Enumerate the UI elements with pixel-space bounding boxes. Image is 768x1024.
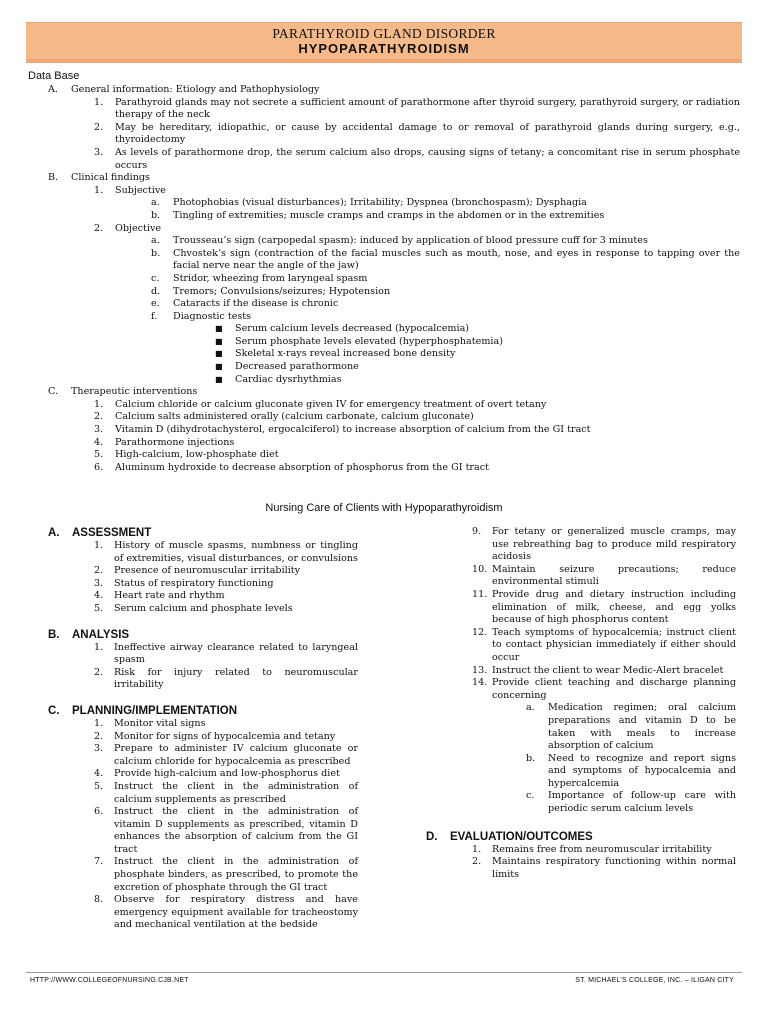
analysis-heading — [48, 628, 358, 642]
item-number: 1. — [94, 184, 104, 196]
item-text: Instruct the client in the administration of phosphate binders, as prescribed, to promote the excretion of phosphate through the GI tract — [114, 856, 358, 893]
item-text: Monitor vital signs — [114, 717, 206, 729]
item-number: 8. — [94, 894, 104, 906]
item-text: Diagnostic tests — [173, 310, 252, 322]
list-item — [28, 437, 740, 450]
document-subtitle: HYPOPARATHYROIDISM — [298, 41, 470, 56]
list-item — [48, 540, 358, 565]
item-text: Heart rate and rhythm — [114, 590, 225, 602]
section-c-heading — [28, 386, 740, 399]
item-text: Prepare to administer IV calcium gluconate or calcium chloride for hypocalcemia as prescribed — [114, 743, 358, 767]
item-number: 13. — [472, 664, 488, 676]
evaluation-heading — [426, 830, 736, 844]
item-number: 3. — [94, 146, 104, 158]
bullet-item — [28, 348, 740, 361]
item-number: C. — [48, 386, 59, 398]
bullet-item — [28, 374, 740, 387]
item-number: 11. — [472, 588, 488, 600]
list-item — [28, 449, 740, 462]
item-number: 2. — [94, 730, 104, 742]
item-text: Chvostek’s sign (contraction of the facial muscles such as mouth, nose, and eyes in response to tapping over the facial nerve near the angle of the jaw) — [173, 247, 740, 272]
list-item — [426, 564, 736, 589]
square-bullet-icon: ■ — [215, 349, 223, 359]
subsection-objective — [28, 223, 740, 236]
item-text: Status of respiratory functioning — [114, 577, 274, 589]
item-number: 4. — [94, 768, 104, 780]
item-number: f. — [151, 310, 158, 322]
item-text: Serum phosphate levels elevated (hyperphosphatemia) — [235, 335, 503, 347]
item-number: 1. — [94, 96, 104, 108]
list-item — [28, 97, 740, 122]
list-item — [28, 399, 740, 412]
item-text: Instruct the client to wear Medic-Alert bracelet — [492, 664, 724, 676]
item-text: Observe for respiratory distress and have emergency equipment available for tracheostomy and mechanical ventilation at the bedside — [114, 894, 358, 931]
item-text: Maintain seizure precautions; reduce environmental stimuli — [492, 563, 736, 588]
item-number: b. — [151, 209, 161, 221]
list-item — [48, 731, 358, 744]
item-number: b. — [151, 247, 161, 259]
list-item — [48, 565, 358, 578]
item-text: ASSESSMENT — [72, 527, 152, 539]
list-item — [48, 590, 358, 603]
item-text: Cardiac dysrhythmias — [235, 373, 342, 385]
item-number: 10. — [472, 563, 488, 575]
list-item — [28, 197, 740, 210]
item-number: 9. — [472, 526, 482, 537]
item-text: Provide drug and dietary instruction including elimination of milk, cheese, and egg yolks because of high phosphorus content — [492, 588, 736, 626]
item-number: d. — [151, 285, 161, 297]
item-text: Risk for injury related to neuromuscular irritability — [114, 666, 358, 691]
list-item — [426, 856, 736, 881]
item-text: Clinical findings — [71, 172, 150, 184]
item-text: As levels of parathormone drop, the serum calcium also drops, causing signs of tetany; a concomitant rise in serum phosphate occurs — [115, 146, 740, 171]
list-item — [426, 677, 736, 702]
item-text: Calcium salts administered orally (calcium carbonate, calcium gluconate) — [115, 411, 474, 423]
item-number: 7. — [94, 856, 104, 868]
item-number: 12. — [472, 626, 488, 638]
list-item — [426, 526, 736, 564]
item-number: 4. — [94, 590, 104, 602]
list-item — [426, 665, 736, 678]
item-number: 5. — [94, 602, 104, 614]
list-item — [48, 894, 358, 932]
item-text: Medication regimen; oral calcium preparations and vitamin D to be taken with meals to increase absorption of calcium — [548, 702, 736, 752]
item-text: Parathormone injections — [115, 436, 235, 448]
item-number: 3. — [94, 743, 104, 755]
list-item — [28, 147, 740, 172]
item-text: Ineffective airway clearance related to laryngeal spasm — [114, 641, 358, 666]
item-text: General information: Etiology and Pathophysiology — [71, 84, 320, 95]
list-item — [426, 790, 736, 815]
item-number: 1. — [94, 540, 104, 551]
item-text: Provide high-calcium and low-phosphorus diet — [114, 768, 340, 780]
document-title: PARATHYROID GLAND DISORDER — [272, 26, 496, 41]
item-text: EVALUATION/OUTCOMES — [450, 830, 593, 843]
item-number: 5. — [94, 449, 104, 461]
item-text: Instruct the client in the administration of calcium supplements as prescribed — [114, 780, 358, 805]
item-text: Skeletal x-rays reveal increased bone density — [235, 348, 456, 360]
item-number: a. — [151, 197, 160, 209]
item-text: Teach symptoms of hypocalcemia; instruct client to contact physician immediately if either should occur — [492, 626, 736, 663]
list-item — [28, 122, 740, 147]
bullet-item — [28, 323, 740, 336]
list-item — [426, 753, 736, 791]
list-item — [426, 627, 736, 665]
item-text: Therapeutic interventions — [71, 386, 198, 398]
item-number: 5. — [94, 780, 104, 792]
item-number: 2. — [94, 121, 104, 133]
item-number: 4. — [94, 436, 104, 448]
list-item — [426, 589, 736, 627]
list-item — [28, 411, 740, 424]
list-item — [28, 210, 740, 223]
item-text: Provide client teaching and discharge planning concerning — [492, 677, 736, 701]
item-text: For tetany or generalized muscle cramps, may use rebreathing bag to produce mild respiratory acidosis — [492, 526, 736, 563]
item-text: ANALYSIS — [72, 628, 130, 641]
list-item — [28, 273, 740, 286]
data-base-section — [28, 70, 740, 474]
list-item — [48, 856, 358, 894]
list-item — [48, 603, 358, 616]
item-number: 6. — [94, 461, 104, 473]
bullet-item — [28, 361, 740, 374]
item-text: Instruct the client in the administration of vitamin D supplements as prescribed, vitamin D enhances the absorption of calcium from the GI tract — [114, 806, 358, 855]
subsection-subjective — [28, 185, 740, 198]
item-number: 1. — [94, 717, 104, 729]
item-text: Photophobias (visual disturbances); Irritability; Dyspnea (bronchospasm); Dysphagia — [173, 197, 587, 209]
list-item — [426, 702, 736, 752]
item-text: Decreased parathormone — [235, 361, 359, 373]
item-text: Parathyroid glands may not secrete a sufficient amount of parathormone after thyroid surgery, parathyroid surgery, or radiation therapy of the neck — [115, 96, 740, 121]
item-text: High-calcium, low-phosphate diet — [115, 449, 279, 461]
item-number: D. — [426, 830, 438, 843]
item-number: 2. — [472, 856, 482, 868]
item-number: A. — [48, 527, 60, 539]
right-column — [426, 526, 736, 881]
list-item — [28, 462, 740, 475]
square-bullet-icon: ■ — [215, 374, 223, 384]
section-a-heading — [28, 84, 740, 97]
item-number: 3. — [94, 424, 104, 436]
item-text: History of muscle spasms, numbness or tingling of extremities, visual disturbances, or convulsions — [114, 540, 358, 564]
list-item — [48, 743, 358, 768]
item-number: e. — [151, 298, 160, 310]
item-number: 2. — [94, 411, 104, 423]
data-base-title: Data Base — [28, 70, 80, 82]
item-text: Tingling of extremities; muscle cramps and cramps in the abdomen or in the extremities — [173, 209, 605, 221]
list-item — [28, 298, 740, 311]
item-number: c. — [526, 790, 535, 802]
item-text: Serum calcium and phosphate levels — [114, 602, 293, 614]
section-b-heading — [28, 172, 740, 185]
list-item — [48, 642, 358, 667]
square-bullet-icon: ■ — [215, 324, 223, 334]
list-item — [28, 311, 740, 324]
item-number: 2. — [94, 222, 104, 234]
item-number: B. — [48, 172, 59, 184]
item-number: a. — [526, 702, 535, 714]
square-bullet-icon: ■ — [215, 336, 223, 346]
item-text: Need to recognize and report signs and symptoms of hypocalcemia and hypercalcemia — [548, 752, 736, 789]
list-item — [48, 768, 358, 781]
list-item — [28, 286, 740, 299]
item-number: 1. — [472, 843, 482, 855]
item-text: Aluminum hydroxide to decrease absorption of phosphorus from the GI tract — [115, 461, 489, 473]
item-text: Monitor for signs of hypocalcemia and tetany — [114, 730, 336, 742]
item-text: Presence of neuromuscular irritability — [114, 565, 301, 577]
item-number: 6. — [94, 806, 104, 818]
item-text: Importance of follow-up care with periodic serum calcium levels — [548, 790, 736, 815]
list-item — [48, 718, 358, 731]
bullet-item — [28, 336, 740, 349]
item-number: b. — [526, 752, 536, 764]
item-text: Subjective — [115, 184, 166, 196]
item-number: 1. — [94, 398, 104, 410]
item-text: Cataracts if the disease is chronic — [173, 298, 339, 310]
item-number: 14. — [472, 677, 488, 689]
item-text: Calcium chloride or calcium gluconate given IV for emergency treatment of overt tetany — [115, 398, 547, 410]
item-text: Tremors; Convulsions/seizures; Hypotension — [173, 285, 391, 297]
item-number: 2. — [94, 565, 104, 577]
list-item — [48, 578, 358, 591]
list-item — [28, 424, 740, 437]
list-item — [426, 844, 736, 857]
assessment-heading — [48, 526, 358, 540]
item-number: C. — [48, 704, 60, 717]
list-item — [28, 235, 740, 248]
nursing-care-title: Nursing Care of Clients with Hypoparathyroidism — [265, 502, 503, 514]
item-text: Remains free from neuromuscular irritability — [492, 843, 712, 855]
footer-divider — [26, 972, 742, 973]
item-number: 3. — [94, 577, 104, 589]
item-text: PLANNING/IMPLEMENTATION — [72, 704, 238, 717]
left-column — [48, 526, 358, 932]
title-underline — [26, 60, 742, 63]
footer-url[interactable]: HTTP://WWW.COLLEGEOFNURSING.CJB.NET — [30, 977, 189, 984]
planning-heading — [48, 704, 358, 718]
item-number: c. — [151, 272, 160, 284]
footer-institution: ST. MICHAEL’S COLLEGE, INC. – ILIGAN CITY — [575, 977, 734, 984]
list-item — [48, 667, 358, 692]
item-text: May be hereditary, idiopathic, or cause by accidental damage to or removal of parathyroid glands during surgery, e.g., thyroidectomy — [115, 121, 740, 146]
list-item — [48, 781, 358, 806]
item-text: Vitamin D (dihydrotachysterol, ergocalciferol) to increase absorption of calcium from the GI tract — [115, 424, 591, 436]
item-text: Trousseau’s sign (carpopedal spasm): induced by application of blood pressure cuff for 3 minutes — [173, 235, 648, 247]
item-number: 2. — [94, 666, 104, 678]
item-text: Stridor, wheezing from laryngeal spasm — [173, 272, 368, 284]
item-text: Serum calcium levels decreased (hypocalcemia) — [235, 323, 470, 335]
item-number: B. — [48, 628, 60, 641]
square-bullet-icon: ■ — [215, 362, 223, 372]
title-banner — [26, 22, 742, 60]
list-item — [48, 806, 358, 856]
item-text: Maintains respiratory functioning within normal limits — [492, 856, 736, 880]
item-number: 1. — [94, 641, 104, 653]
item-number: A. — [48, 84, 58, 95]
item-text: Objective — [115, 222, 162, 234]
list-item — [28, 248, 740, 273]
item-number: a. — [151, 235, 160, 247]
